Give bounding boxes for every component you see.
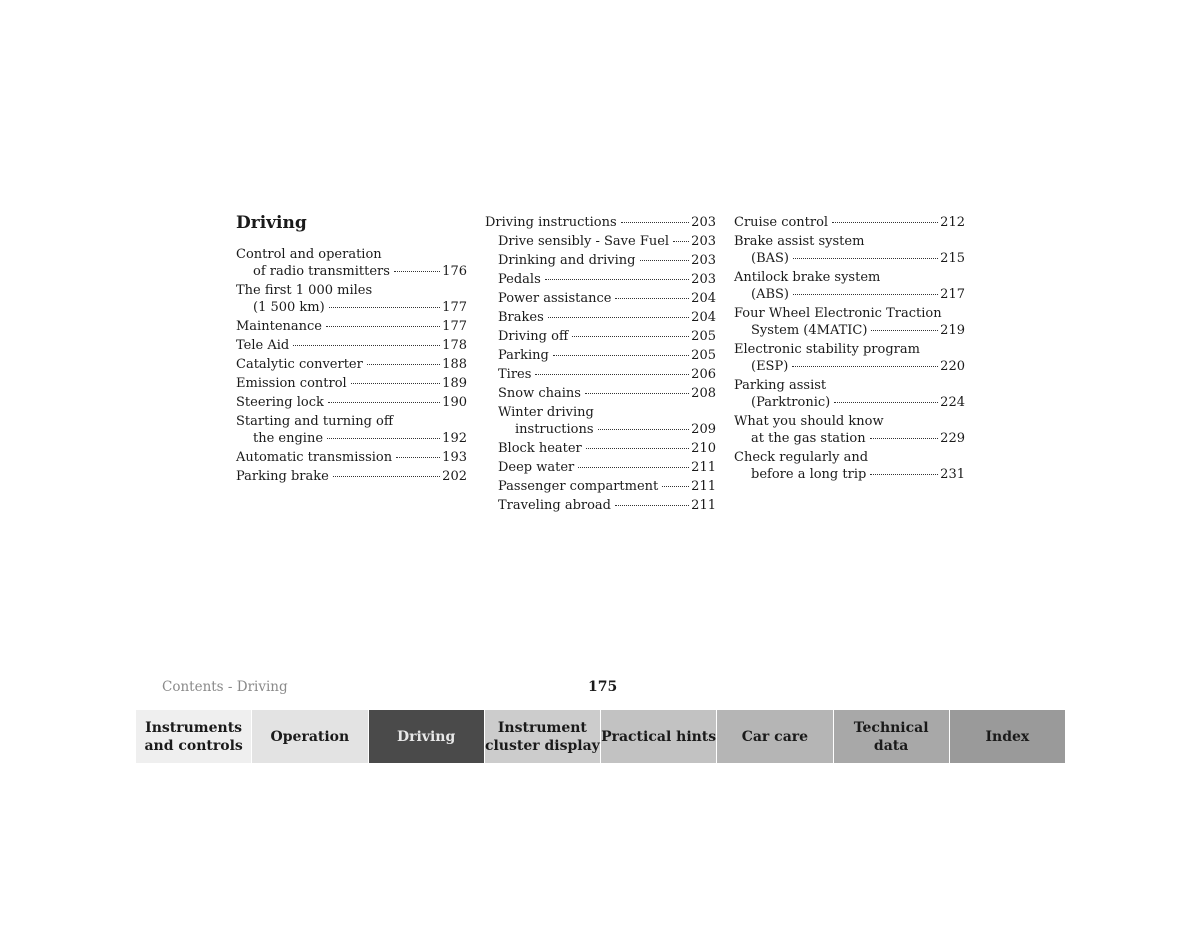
toc-entry-title: The first 1 000 miles bbox=[236, 283, 373, 298]
dot-leader bbox=[328, 402, 440, 403]
dot-leader bbox=[640, 260, 690, 261]
toc-entry-label: Maintenance bbox=[236, 319, 322, 334]
dot-leader bbox=[535, 374, 689, 375]
toc-page-number: 211 bbox=[691, 460, 716, 475]
toc-entry-label: Parking brake bbox=[236, 469, 329, 484]
toc-entry-label: Drive sensibly - Save Fuel bbox=[498, 234, 670, 249]
toc-page-number: 212 bbox=[940, 215, 965, 230]
toc-page-number: 211 bbox=[691, 479, 716, 494]
toc-entry-label: Driving off bbox=[498, 329, 569, 344]
toc-entry[interactable] bbox=[485, 347, 716, 364]
toc-entry[interactable] bbox=[485, 459, 716, 476]
toc-entry[interactable] bbox=[734, 341, 965, 375]
toc-page-number: 204 bbox=[691, 291, 716, 306]
toc-page-number: 204 bbox=[691, 310, 716, 325]
toc-entry-label: Tele Aid bbox=[236, 338, 290, 353]
toc-page-number: 203 bbox=[691, 234, 716, 249]
toc-entry[interactable] bbox=[734, 413, 965, 447]
toc-entry-label: System (4MATIC) bbox=[751, 323, 868, 338]
toc-entry-label: Snow chains bbox=[498, 386, 581, 401]
chapter-tab-label: Index bbox=[985, 728, 1030, 745]
dot-leader bbox=[333, 476, 440, 477]
chapter-tab[interactable] bbox=[717, 710, 833, 763]
dot-leader bbox=[572, 336, 689, 337]
toc-entry[interactable] bbox=[485, 366, 716, 383]
toc-column-2 bbox=[485, 214, 716, 516]
toc-page-number: 203 bbox=[691, 253, 716, 268]
dot-leader bbox=[326, 326, 440, 327]
toc-page-number: 219 bbox=[940, 323, 965, 338]
chapter-tab[interactable] bbox=[252, 710, 368, 763]
toc-entry[interactable] bbox=[485, 478, 716, 495]
toc-entry-label: Cruise control bbox=[734, 215, 829, 230]
chapter-tab-label: Operation bbox=[270, 728, 350, 745]
toc-page-number: 224 bbox=[940, 395, 965, 410]
dot-leader bbox=[870, 474, 938, 475]
toc-entry[interactable] bbox=[236, 394, 467, 411]
toc-entry-label: Pedals bbox=[498, 272, 541, 287]
toc-column-3 bbox=[734, 214, 965, 485]
toc-entry[interactable] bbox=[485, 290, 716, 307]
toc-entry-label: Drinking and driving bbox=[498, 253, 636, 268]
toc-entry-label: Deep water bbox=[498, 460, 575, 475]
toc-page-number: 205 bbox=[691, 348, 716, 363]
toc-page-number: 193 bbox=[442, 450, 467, 465]
toc-page-number: 190 bbox=[442, 395, 467, 410]
toc-entry[interactable] bbox=[734, 233, 965, 267]
toc-entry-label: Emission control bbox=[236, 376, 347, 391]
toc-entry[interactable] bbox=[236, 337, 467, 354]
toc-page-number: 231 bbox=[940, 467, 965, 482]
toc-column-1 bbox=[236, 246, 467, 487]
chapter-tab[interactable] bbox=[834, 710, 950, 763]
dot-leader bbox=[598, 429, 690, 430]
toc-entry-label: (ESP) bbox=[751, 359, 789, 374]
toc-entry-label: at the gas station bbox=[751, 431, 866, 446]
toc-entry[interactable] bbox=[485, 233, 716, 250]
toc-page-number: 210 bbox=[691, 441, 716, 456]
toc-entry-label: (1 500 km) bbox=[253, 300, 325, 315]
toc-entry[interactable] bbox=[485, 252, 716, 269]
toc-page-number: 209 bbox=[691, 422, 716, 437]
toc-entry[interactable] bbox=[236, 356, 467, 373]
toc-page-number: 176 bbox=[442, 264, 467, 279]
toc-entry-title: Electronic stability program bbox=[734, 342, 920, 357]
toc-page-number: 189 bbox=[442, 376, 467, 391]
toc-entry-label: instructions bbox=[515, 422, 594, 437]
dot-leader bbox=[585, 393, 689, 394]
toc-page-number: 178 bbox=[442, 338, 467, 353]
toc-entry-title: Antilock brake system bbox=[734, 270, 881, 285]
toc-entry-label: Driving instructions bbox=[485, 215, 617, 230]
chapter-tab-label: Instruments and controls bbox=[144, 719, 243, 754]
chapter-tab-label: Instrument cluster display bbox=[484, 719, 600, 754]
toc-page-number: 177 bbox=[442, 300, 467, 315]
toc-entry-title: Control and operation bbox=[236, 247, 382, 262]
chapter-tab-label: Driving bbox=[396, 728, 456, 745]
toc-page-number: 188 bbox=[442, 357, 467, 372]
dot-leader bbox=[793, 294, 938, 295]
toc-entry-label: Power assistance bbox=[498, 291, 612, 306]
dot-leader bbox=[367, 364, 440, 365]
toc-entry-label: before a long trip bbox=[751, 467, 867, 482]
toc-page-number: 206 bbox=[691, 367, 716, 382]
toc-entry-label: Traveling abroad bbox=[498, 498, 612, 513]
chapter-tab[interactable] bbox=[601, 710, 717, 763]
toc-entry[interactable] bbox=[485, 328, 716, 345]
chapter-tab[interactable] bbox=[950, 710, 1065, 763]
toc-entry-title: Parking assist bbox=[734, 378, 827, 393]
toc-entry-label: Tires bbox=[498, 367, 532, 382]
toc-entry[interactable] bbox=[734, 449, 965, 483]
chapter-tab-bar bbox=[136, 710, 1065, 763]
chapter-tab-label: Car care bbox=[741, 728, 809, 745]
chapter-tab[interactable] bbox=[136, 710, 252, 763]
toc-page-number: 208 bbox=[691, 386, 716, 401]
toc-entry[interactable] bbox=[236, 449, 467, 466]
toc-entry-label: the engine bbox=[253, 431, 324, 446]
toc-entry-label: Automatic transmission bbox=[236, 450, 393, 465]
page-number: 175 bbox=[588, 679, 618, 695]
dot-leader bbox=[834, 402, 938, 403]
dot-leader bbox=[792, 366, 938, 367]
dot-leader bbox=[615, 505, 689, 506]
chapter-tab[interactable] bbox=[369, 710, 485, 763]
dot-leader bbox=[548, 317, 689, 318]
toc-entry[interactable] bbox=[236, 413, 467, 447]
toc-entry[interactable] bbox=[485, 309, 716, 326]
toc-page-number: 177 bbox=[442, 319, 467, 334]
section-heading: Driving bbox=[236, 213, 307, 233]
dot-leader bbox=[327, 438, 440, 439]
dot-leader bbox=[545, 279, 689, 280]
toc-entry[interactable] bbox=[236, 246, 467, 280]
dot-leader bbox=[396, 457, 440, 458]
toc-entry-label: (Parktronic) bbox=[751, 395, 831, 410]
toc-page-number: 217 bbox=[940, 287, 965, 302]
dot-leader bbox=[553, 355, 689, 356]
toc-entry[interactable] bbox=[485, 440, 716, 457]
toc-entry-label: Brakes bbox=[498, 310, 544, 325]
toc-entry[interactable] bbox=[485, 385, 716, 402]
toc-entry[interactable] bbox=[485, 214, 716, 231]
dot-leader bbox=[351, 383, 440, 384]
dot-leader bbox=[662, 486, 689, 487]
dot-leader bbox=[621, 222, 690, 223]
toc-entry[interactable] bbox=[734, 305, 965, 339]
toc-page-number: 203 bbox=[691, 272, 716, 287]
toc-entry[interactable] bbox=[236, 282, 467, 316]
toc-page-number: 215 bbox=[940, 251, 965, 266]
dot-leader bbox=[394, 271, 440, 272]
toc-entry-title: Brake assist system bbox=[734, 234, 865, 249]
toc-entry-title: What you should know bbox=[734, 414, 884, 429]
dot-leader bbox=[870, 438, 939, 439]
toc-entry-label: (BAS) bbox=[751, 251, 789, 266]
toc-entry-label: (ABS) bbox=[751, 287, 789, 302]
toc-entry-label: of radio transmitters bbox=[253, 264, 390, 279]
chapter-tab-label: Technical data bbox=[853, 719, 929, 754]
toc-page-number: 203 bbox=[691, 215, 716, 230]
chapter-tab[interactable] bbox=[485, 710, 601, 763]
toc-entry-label: Parking bbox=[498, 348, 549, 363]
toc-entry-title: Starting and turning off bbox=[236, 414, 394, 429]
toc-entry[interactable] bbox=[236, 468, 467, 485]
toc-entry[interactable] bbox=[734, 214, 965, 231]
toc-entry-title: Check regularly and bbox=[734, 450, 869, 465]
dot-leader bbox=[673, 241, 689, 242]
toc-entry-label: Catalytic converter bbox=[236, 357, 363, 372]
chapter-tab-label: Practical hints bbox=[601, 728, 717, 745]
toc-entry[interactable] bbox=[236, 318, 467, 335]
toc-entry-label: Passenger compartment bbox=[498, 479, 659, 494]
toc-page-number: 192 bbox=[442, 431, 467, 446]
dot-leader bbox=[586, 448, 689, 449]
dot-leader bbox=[615, 298, 689, 299]
toc-page-number: 229 bbox=[940, 431, 965, 446]
toc-entry[interactable] bbox=[485, 497, 716, 514]
toc-page-number: 202 bbox=[442, 469, 467, 484]
dot-leader bbox=[793, 258, 938, 259]
footer-section-title: Contents - Driving bbox=[162, 679, 288, 695]
dot-leader bbox=[329, 307, 440, 308]
toc-entry-title: Four Wheel Electronic Traction bbox=[734, 306, 942, 321]
toc-entry[interactable] bbox=[485, 404, 716, 438]
toc-entry[interactable] bbox=[236, 375, 467, 392]
toc-page-number: 205 bbox=[691, 329, 716, 344]
toc-entry[interactable] bbox=[734, 377, 965, 411]
toc-entry-label: Block heater bbox=[498, 441, 582, 456]
dot-leader bbox=[293, 345, 440, 346]
toc-entry-label: Steering lock bbox=[236, 395, 324, 410]
toc-entry[interactable] bbox=[485, 271, 716, 288]
dot-leader bbox=[832, 222, 938, 223]
dot-leader bbox=[578, 467, 689, 468]
toc-entry[interactable] bbox=[734, 269, 965, 303]
toc-page-number: 211 bbox=[691, 498, 716, 513]
toc-entry-title: Winter driving bbox=[498, 405, 594, 420]
dot-leader bbox=[871, 330, 938, 331]
toc-page-number: 220 bbox=[940, 359, 965, 374]
